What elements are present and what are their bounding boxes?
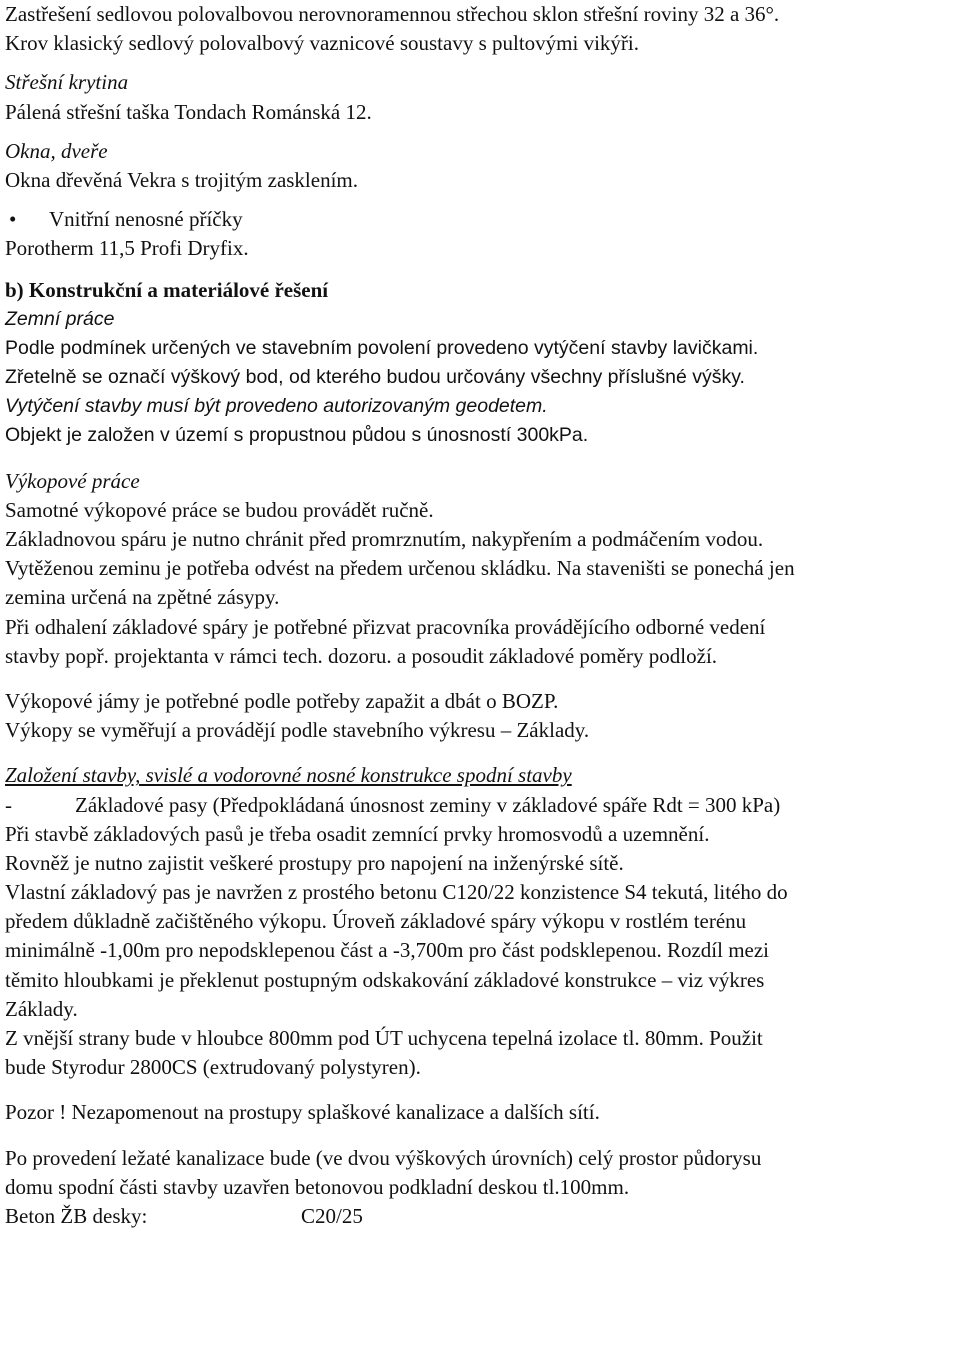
- document-body: [5, 0, 955, 1231]
- foundation-item-line: [5, 791, 955, 820]
- excavation-heading: Výkopové práce: [5, 468, 140, 493]
- foundation-line-8: Z vnější strany bude v hloubce 800mm pod ÚT uchycena tepelná izolace tl. 80mm. Použit: [5, 1026, 763, 1050]
- foundation-line-4: předem důkladně začištěného výkopu. Úroveň základové spáry výkopu v rostlém terénu: [5, 909, 747, 934]
- excavation-line-4: zemina určená na zpětné zásypy.: [5, 585, 280, 610]
- windows-text: Okna dřevěná Vekra s trojitým zasklením.: [5, 167, 359, 192]
- foundation-line-5: minimálně -1,00m pro nepodsklepenou část a -3,700m pro část podsklepenou. Rozdíl mezi: [5, 938, 769, 963]
- spacer: [5, 127, 955, 137]
- partitions-heading-line: [5, 205, 955, 234]
- foundation-line-7: Základy.: [5, 996, 78, 1021]
- spacer: [5, 264, 955, 276]
- spacer: [5, 745, 955, 761]
- spacer: [5, 1082, 955, 1098]
- spacer: [5, 195, 955, 205]
- roof-line-2: Krov klasický sedlový polovalbový vaznicové soustavy s pultovými vikýři.: [5, 31, 639, 56]
- foundation-heading: Založení stavby, svislé a vodorovné nosné konstrukce spodní stavby: [5, 763, 572, 788]
- pits-line-2: Výkopy se vyměřují a provádějí podle stavebního výkresu – Základy.: [5, 718, 590, 743]
- foundation-item: Základové pasy (Předpokládaná únosnost zeminy v základové spáře Rdt = 300 kPa): [75, 792, 781, 817]
- roof-line-1: Zastřešení sedlovou polovalbovou nerovnoramennou střechou sklon střešní roviny 32 a 36°.: [5, 2, 780, 26]
- partitions-heading: Vnitřní nenosné příčky: [49, 207, 243, 232]
- spacer: [5, 58, 955, 68]
- foundation-line-9: bude Styrodur 2800CS (extrudovaný polystyren).: [5, 1055, 421, 1080]
- slab-line-1: Po provedení ležaté kanalizace bude (ve dvou výškových úrovních) celý prostor půdorysu: [5, 1145, 762, 1170]
- earthworks-line-3: Vytýčení stavby musí být provedeno autorizovaným geodetem.: [5, 395, 548, 418]
- warning-text: Pozor ! Nezapomenout na prostupy splaškové kanalizace a dalších sítí.: [5, 1100, 600, 1125]
- partitions-text: Porotherm 11,5 Profi Dryfix.: [5, 236, 249, 261]
- windows-heading: Okna, dveře: [5, 138, 108, 163]
- beton-line: [5, 1202, 955, 1231]
- excavation-line-3: Vytěženou zeminu je potřeba odvést na předem určenou skládku. Na staveništi se ponechá jen: [5, 556, 795, 581]
- bullet-icon: •: [9, 207, 17, 232]
- section-b-heading: b) Konstrukční a materiálové řešení: [5, 277, 329, 302]
- spacer: [5, 451, 955, 467]
- slab-line-2: domu spodní části stavby uzavřen betonovou podkladní deskou tl.100mm.: [5, 1174, 630, 1199]
- pits-line-1: Výkopové jámy je potřebné podle potřeby zapažit a dbát o BOZP.: [5, 688, 559, 713]
- covering-heading: Střešní krytina: [5, 70, 129, 95]
- covering-text: Pálená střešní taška Tondach Románská 12.: [5, 99, 372, 124]
- spacer: [5, 671, 955, 687]
- spacer: [5, 1128, 955, 1144]
- earthworks-line-2: Zřetelně se označí výškový bod, od kterého budou určovány všechny příslušné výšky.: [5, 366, 745, 389]
- foundation-line-3: Vlastní základový pas je navržen z prostého betonu C120/22 konzistence S4 tekutá, litého do: [5, 880, 788, 905]
- excavation-line-1: Samotné výkopové práce se budou provádět ručně.: [5, 497, 434, 522]
- foundation-line-6: těmito hloubkami je překlenut postupným odskakování základové konstrukce – viz výkres: [5, 967, 765, 992]
- foundation-line-1: Při stavbě základových pasů je třeba osadit zemnící prvky hromosvodů a uzemnění.: [5, 821, 710, 846]
- excavation-line-6: stavby popř. projektanta v rámci tech. dozoru. a posoudit základové poměry podloží.: [5, 643, 718, 668]
- excavation-line-5: Při odhalení základové spáry je potřebné přizvat pracovníka provádějícího odborné vedení: [5, 614, 766, 639]
- foundation-line-2: Rovněž je nutno zajistit veškeré prostupy pro napojení na inženýrské sítě.: [5, 850, 624, 875]
- earthworks-line-1: Podle podmínek určených ve stavebním povolení provedeno vytýčení stavby lavičkami.: [5, 336, 759, 359]
- dash-marker: -: [5, 792, 12, 817]
- beton-value: C20/25: [301, 1203, 363, 1228]
- beton-label: Beton ŽB desky:: [5, 1203, 148, 1228]
- earthworks-line-4: Objekt je založen v území s propustnou půdou s únosností 300kPa.: [5, 424, 589, 447]
- earthworks-heading: Zemní práce: [5, 307, 115, 330]
- excavation-line-2: Základnovou spáru je nutno chránit před promrznutím, nakypřením a podmáčením vodou.: [5, 527, 764, 551]
